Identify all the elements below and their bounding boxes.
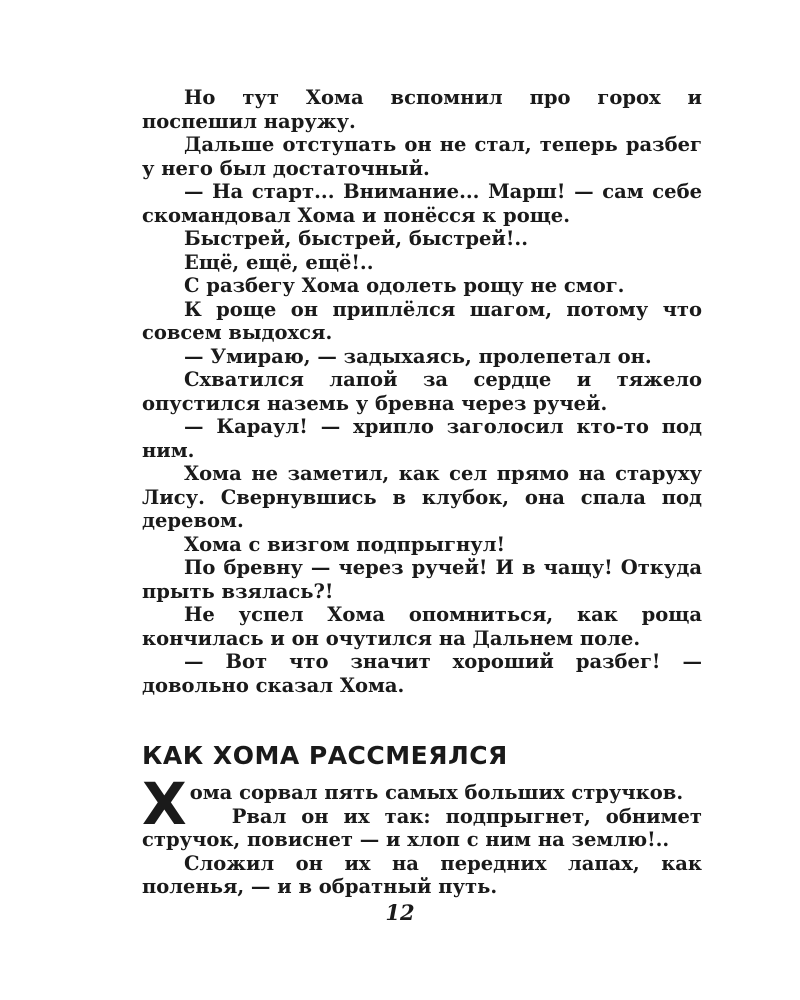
paragraph: Не успел Хома опомниться, как роща кончилась и он очутился на Дальнем поле. <box>142 603 702 650</box>
chapter-title: КАК ХОМА РАССМЕЯЛСЯ <box>142 741 508 770</box>
paragraph: Сложил он их на передних лапах, как поленья, — и в обратный путь. <box>142 851 702 898</box>
section-1 <box>142 86 702 697</box>
section-2 <box>142 770 702 899</box>
first-paragraph-text: ома сорвал пять самых больших стручков. <box>189 781 684 804</box>
drop-cap: Х <box>142 770 187 838</box>
paragraph: Но тут Хома вспомнил про горох и поспешил наружу. <box>142 86 702 133</box>
paragraph: Рвал он их так: подпрыгнет, обнимет стручок, повиснет — и хлоп с ним на землю!.. <box>142 804 702 851</box>
paragraph: Хома с визгом подпрыгнул! <box>184 532 506 556</box>
paragraph: Хома не заметил, как сел прямо на старуху Лису. Свернувшись в клубок, она спала под деревом. <box>142 462 702 532</box>
page-number: 12 <box>385 900 415 925</box>
paragraph: По бревну — через ручей! И в чащу! Откуда прыть взялась?! <box>142 556 702 603</box>
paragraph: — Умираю, — задыхаясь, пролепетал он. <box>184 344 652 368</box>
paragraph: — Вот что значит хороший разбег! — довольно сказал Хома. <box>142 650 702 697</box>
paragraph: — Караул! — хрипло заголосил кто-то под ним. <box>142 415 702 462</box>
page-body <box>142 86 702 899</box>
paragraph: Ещё, ещё, ещё!.. <box>184 250 374 274</box>
paragraph: Дальше отступать он не стал, теперь разбег у него был достаточный. <box>142 133 702 180</box>
paragraph: Схватился лапой за сердце и тяжело опустился наземь у бревна через ручей. <box>142 368 702 415</box>
paragraph: К роще он приплёлся шагом, потому что совсем выдохся. <box>142 297 702 344</box>
paragraph: С разбегу Хома одолеть рощу не смог. <box>184 274 625 297</box>
paragraph: — На старт... Внимание... Марш! — сам себе скомандовал Хома и понёсся к роще. <box>142 180 702 227</box>
paragraph: Быстрей, быстрей, быстрей!.. <box>184 227 528 250</box>
